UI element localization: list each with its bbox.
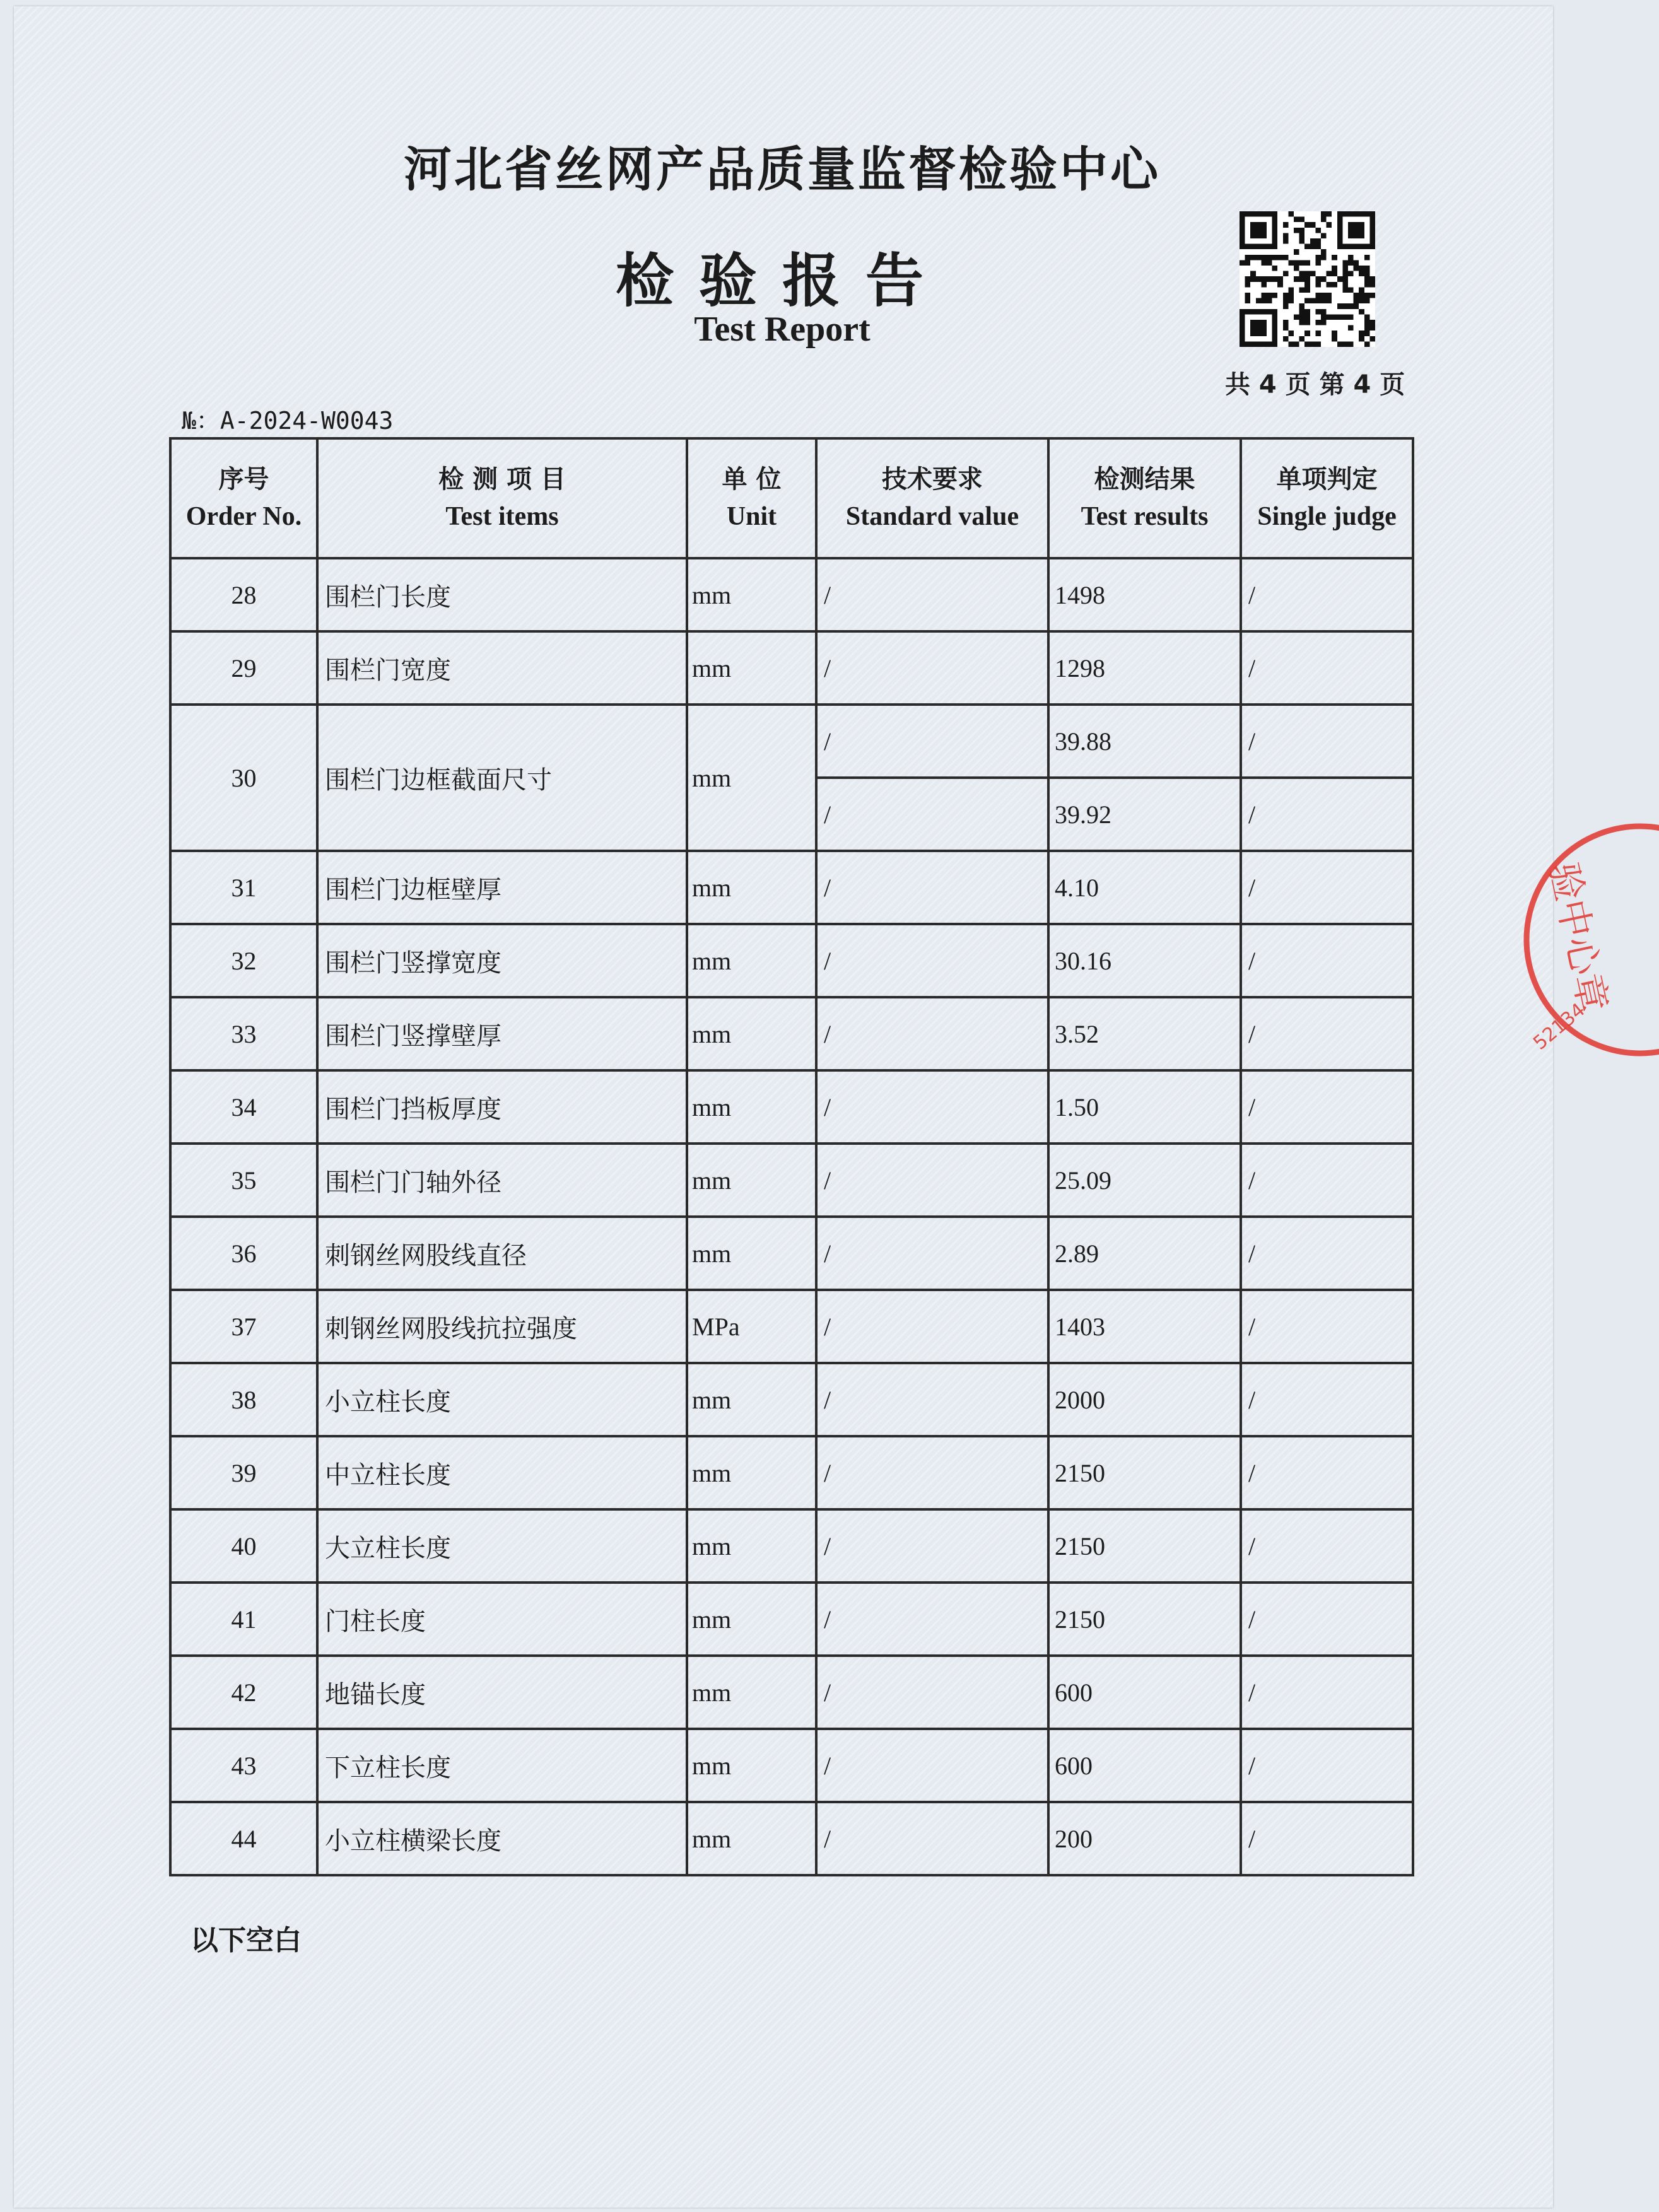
single-judge-cell: / bbox=[1241, 778, 1413, 851]
test-result-cell: 2150 bbox=[1048, 1509, 1241, 1583]
table-row bbox=[170, 1144, 1413, 1217]
table-row bbox=[170, 1363, 1413, 1436]
single-judge-cell: / bbox=[1241, 1509, 1413, 1583]
test-result-cell: 600 bbox=[1048, 1729, 1241, 1802]
test-item-cell: 中立柱长度 bbox=[317, 1436, 687, 1509]
standard-value-cell: / bbox=[816, 1802, 1048, 1875]
col-header-unit: 单 位 Unit bbox=[687, 438, 816, 558]
standard-value-cell: / bbox=[816, 1583, 1048, 1656]
single-judge-cell: / bbox=[1241, 1656, 1413, 1729]
col-header-test-items: 检 测 项 目 Test items bbox=[317, 438, 687, 558]
report-title-en: Test Report bbox=[694, 310, 871, 349]
order-no-cell: 38 bbox=[170, 1363, 317, 1436]
single-judge-cell: / bbox=[1241, 1583, 1413, 1656]
report-title-cn: 检验报告 bbox=[615, 247, 949, 315]
order-no-cell: 28 bbox=[170, 558, 317, 631]
order-no-cell: 44 bbox=[170, 1802, 317, 1875]
col-header-standard-value: 技术要求 Standard value bbox=[816, 438, 1048, 558]
order-no-cell: 34 bbox=[170, 1070, 317, 1144]
standard-value-cell: / bbox=[816, 1290, 1048, 1363]
standard-value-cell: / bbox=[816, 778, 1048, 851]
order-no-cell: 42 bbox=[170, 1656, 317, 1729]
table-header-row bbox=[170, 438, 1413, 558]
test-results-table bbox=[169, 437, 1414, 1876]
table-row bbox=[170, 1583, 1413, 1656]
unit-cell: mm bbox=[687, 631, 816, 705]
test-item-cell: 大立柱长度 bbox=[317, 1509, 687, 1583]
single-judge-cell: / bbox=[1241, 851, 1413, 924]
unit-cell: mm bbox=[687, 851, 816, 924]
col-header-order-no: 序号 Order No. bbox=[170, 438, 317, 558]
unit-cell: mm bbox=[687, 997, 816, 1070]
test-item-cell: 围栏门边框截面尺寸 bbox=[317, 705, 687, 851]
test-item-cell: 小立柱横梁长度 bbox=[317, 1802, 687, 1875]
table-row bbox=[170, 1217, 1413, 1290]
order-no-cell: 29 bbox=[170, 631, 317, 705]
order-no-cell: 39 bbox=[170, 1436, 317, 1509]
standard-value-cell: / bbox=[816, 851, 1048, 924]
test-result-cell: 2000 bbox=[1048, 1363, 1241, 1436]
seal-text: 验中心章 bbox=[1540, 858, 1615, 1016]
single-judge-cell: / bbox=[1241, 1217, 1413, 1290]
order-no-cell: 30 bbox=[170, 705, 317, 851]
standard-value-cell: / bbox=[816, 1217, 1048, 1290]
unit-cell: mm bbox=[687, 558, 816, 631]
test-item-cell: 围栏门边框壁厚 bbox=[317, 851, 687, 924]
table-row bbox=[170, 558, 1413, 631]
unit-cell: MPa bbox=[687, 1290, 816, 1363]
standard-value-cell: / bbox=[816, 924, 1048, 997]
table-row bbox=[170, 631, 1413, 705]
order-no-cell: 37 bbox=[170, 1290, 317, 1363]
unit-cell: mm bbox=[687, 1802, 816, 1875]
standard-value-cell: / bbox=[816, 631, 1048, 705]
test-result-cell: 39.92 bbox=[1048, 778, 1241, 851]
test-result-cell: 200 bbox=[1048, 1802, 1241, 1875]
unit-cell: mm bbox=[687, 1583, 816, 1656]
test-result-cell: 1403 bbox=[1048, 1290, 1241, 1363]
table-row bbox=[170, 1729, 1413, 1802]
test-item-cell: 围栏门竖撑宽度 bbox=[317, 924, 687, 997]
test-result-cell: 39.88 bbox=[1048, 705, 1241, 778]
test-item-cell: 围栏门挡板厚度 bbox=[317, 1070, 687, 1144]
qr-code-icon bbox=[1240, 211, 1375, 347]
test-item-cell: 刺钢丝网股线直径 bbox=[317, 1217, 687, 1290]
unit-cell: mm bbox=[687, 1509, 816, 1583]
unit-cell: mm bbox=[687, 1656, 816, 1729]
single-judge-cell: / bbox=[1241, 997, 1413, 1070]
single-judge-cell: / bbox=[1241, 705, 1413, 778]
table-row bbox=[170, 924, 1413, 997]
blank-below-note: 以下空白 bbox=[191, 1924, 302, 1957]
test-item-cell: 围栏门长度 bbox=[317, 558, 687, 631]
standard-value-cell: / bbox=[816, 1070, 1048, 1144]
single-judge-cell: / bbox=[1241, 1290, 1413, 1363]
standard-value-cell: / bbox=[816, 1656, 1048, 1729]
standard-value-cell: / bbox=[816, 1144, 1048, 1217]
unit-cell: mm bbox=[687, 924, 816, 997]
order-no-cell: 41 bbox=[170, 1583, 317, 1656]
standard-value-cell: / bbox=[816, 1509, 1048, 1583]
col-header-single-judge: 单项判定 Single judge bbox=[1241, 438, 1413, 558]
test-result-cell: 600 bbox=[1048, 1656, 1241, 1729]
test-result-cell: 30.16 bbox=[1048, 924, 1241, 997]
order-no-cell: 35 bbox=[170, 1144, 317, 1217]
single-judge-cell: / bbox=[1241, 558, 1413, 631]
table-row bbox=[170, 1290, 1413, 1363]
unit-cell: mm bbox=[687, 1144, 816, 1217]
standard-value-cell: / bbox=[816, 1729, 1048, 1802]
single-judge-cell: / bbox=[1241, 1729, 1413, 1802]
page-indicator: 共 4 页 第 4 页 bbox=[1225, 370, 1405, 399]
col-header-test-results: 检测结果 Test results bbox=[1048, 438, 1241, 558]
test-result-cell: 1298 bbox=[1048, 631, 1241, 705]
single-judge-cell: / bbox=[1241, 1070, 1413, 1144]
unit-cell: mm bbox=[687, 1363, 816, 1436]
inspection-seal-stamp bbox=[1495, 814, 1659, 1066]
single-judge-cell: / bbox=[1241, 1144, 1413, 1217]
unit-cell: mm bbox=[687, 705, 816, 851]
unit-cell: mm bbox=[687, 1217, 816, 1290]
table-row bbox=[170, 1656, 1413, 1729]
table-row bbox=[170, 997, 1413, 1070]
test-item-cell: 下立柱长度 bbox=[317, 1729, 687, 1802]
unit-cell: mm bbox=[687, 1070, 816, 1144]
test-result-cell: 4.10 bbox=[1048, 851, 1241, 924]
order-no-cell: 33 bbox=[170, 997, 317, 1070]
order-no-cell: 32 bbox=[170, 924, 317, 997]
seal-number: 52134 bbox=[1529, 998, 1590, 1055]
test-item-cell: 围栏门门轴外径 bbox=[317, 1144, 687, 1217]
table-row bbox=[170, 705, 1413, 778]
test-item-cell: 围栏门竖撑壁厚 bbox=[317, 997, 687, 1070]
test-item-cell: 刺钢丝网股线抗拉强度 bbox=[317, 1290, 687, 1363]
table-row bbox=[170, 1070, 1413, 1144]
unit-cell: mm bbox=[687, 1436, 816, 1509]
single-judge-cell: / bbox=[1241, 631, 1413, 705]
table-row bbox=[170, 1802, 1413, 1875]
test-item-cell: 小立柱长度 bbox=[317, 1363, 687, 1436]
test-result-cell: 2.89 bbox=[1048, 1217, 1241, 1290]
test-result-cell: 2150 bbox=[1048, 1436, 1241, 1509]
table-row bbox=[170, 851, 1413, 924]
standard-value-cell: / bbox=[816, 558, 1048, 631]
order-no-cell: 40 bbox=[170, 1509, 317, 1583]
test-item-cell: 地锚长度 bbox=[317, 1656, 687, 1729]
standard-value-cell: / bbox=[816, 705, 1048, 778]
standard-value-cell: / bbox=[816, 997, 1048, 1070]
test-result-cell: 1.50 bbox=[1048, 1070, 1241, 1144]
single-judge-cell: / bbox=[1241, 1802, 1413, 1875]
single-judge-cell: / bbox=[1241, 924, 1413, 997]
test-result-cell: 3.52 bbox=[1048, 997, 1241, 1070]
single-judge-cell: / bbox=[1241, 1436, 1413, 1509]
order-no-cell: 36 bbox=[170, 1217, 317, 1290]
test-result-cell: 25.09 bbox=[1048, 1144, 1241, 1217]
standard-value-cell: / bbox=[816, 1436, 1048, 1509]
order-no-cell: 31 bbox=[170, 851, 317, 924]
organization-name: 河北省丝网产品质量监督检验中心 bbox=[404, 141, 1161, 197]
unit-cell: mm bbox=[687, 1729, 816, 1802]
single-judge-cell: / bbox=[1241, 1363, 1413, 1436]
order-no-cell: 43 bbox=[170, 1729, 317, 1802]
table-row bbox=[170, 1509, 1413, 1583]
test-result-cell: 2150 bbox=[1048, 1583, 1241, 1656]
report-number: №：A-2024-W0043 bbox=[182, 407, 394, 435]
table-row bbox=[170, 1436, 1413, 1509]
standard-value-cell: / bbox=[816, 1363, 1048, 1436]
test-item-cell: 围栏门宽度 bbox=[317, 631, 687, 705]
test-item-cell: 门柱长度 bbox=[317, 1583, 687, 1656]
test-result-cell: 1498 bbox=[1048, 558, 1241, 631]
